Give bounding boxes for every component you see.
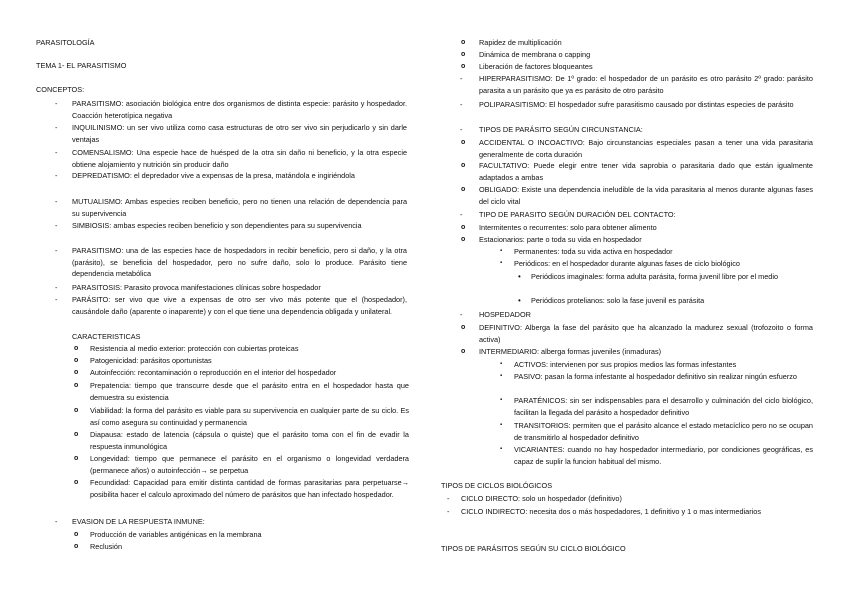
list-marker: o <box>461 162 466 169</box>
list-marker: ▪ <box>500 422 503 428</box>
circumstance-item: ACCIDENTAL O INCOACTIVO: Bajo circunstancias especiales pasan a tener una vida parasitaria generalmente de corta duración <box>479 138 813 159</box>
list-marker: o <box>74 407 79 414</box>
list-marker: ▪ <box>500 397 503 403</box>
list-marker: o <box>74 345 79 352</box>
list-marker: - <box>460 100 463 109</box>
list-marker: o <box>74 479 79 486</box>
list-marker: o <box>461 51 466 58</box>
topic-heading: TEMA 1- EL PARASITISMO <box>36 61 127 70</box>
list-marker: - <box>55 171 58 180</box>
concept-mutualismo: MUTUALISMO: Ambas especies reciben beneficio, pero no tienen una relación de dependencia para su supervivencia <box>72 197 407 218</box>
list-marker: o <box>461 236 466 243</box>
list-marker: - <box>447 507 450 516</box>
host-item: DEFINITIVO: Alberga la fase del parásito que ha alcanzado la madurez sexual (trofozoito o forma activa) <box>479 323 813 344</box>
document-title: PARASITOLOGÍA <box>36 38 95 47</box>
list-marker: - <box>55 148 58 157</box>
characteristic-item: Prepatencia: tiempo que transcurre desde que el parásito entra en el hospedador hasta que demuestra su existencia <box>90 381 409 402</box>
list-marker: o <box>74 431 79 438</box>
list-marker: o <box>461 224 466 231</box>
characteristic-item: Viabilidad: la forma del parásito es viable para su supervivencia en cualquier parte de su ciclo. Es así como asegura su continuidad y permanencia <box>90 406 409 427</box>
duration-item: Estacionarios: parte o toda su vida en hospedador <box>479 235 642 244</box>
concept-inquilinismo: INQUILINISMO: un ser vivo utiliza como casa estructuras de otro ser vivo sin perjudicarlo y sin darle ventajas <box>72 123 407 144</box>
list-marker: o <box>461 39 466 46</box>
list-marker: o <box>461 348 466 355</box>
concepts-heading: CONCEPTOS: <box>36 85 85 94</box>
list-marker: o <box>461 186 466 193</box>
final-heading: TIPOS DE PARÁSITOS SEGÚN SU CICLO BIOLÓGICO <box>441 544 626 553</box>
evasion-item: Rapidez de multiplicación <box>479 38 562 47</box>
list-marker: - <box>460 125 463 134</box>
concept-parasitismo-2: PARASITISMO: una de las especies hace de hospedadors in recibir beneficio, pero si daño, y la otra (parásito), se beneficia del hospedador, pero no sufre daño, solo lo produce. Parásito tiene dependencia metabólica <box>72 246 407 278</box>
duration-heading: TIPO DE PARASITO SEGÚN DURACIÓN DEL CONTACTO: <box>479 210 676 219</box>
concept-simbiosis: SIMBIOSIS: ambas especies reciben beneficio y son dependientes para su supervivencia <box>72 221 362 230</box>
cycle-item: CICLO INDIRECTO: necesita dos o más hospedadores, 1 definitivo y 1 o mas intermediarios <box>461 507 761 516</box>
characteristic-item: Fecundidad: Capacidad para emitir distinta cantidad de formas parasitarias para perpetuarse→ posibilita hacer el calculo aproximado del número de parásitos que han infectado hospedador. <box>90 478 409 499</box>
list-marker: ▪ <box>500 248 503 254</box>
list-marker: - <box>460 210 463 219</box>
characteristic-item: Diapausa: estado de latencia (cápsula o quiste) que el parásito toma con el fin de evadir la respuesta inmunológica <box>90 430 409 451</box>
list-marker: o <box>74 369 79 376</box>
list-marker: • <box>518 296 521 305</box>
concept-comensalismo: COMENSALISMO: Una especie hace de huésped de la otra sin daño ni beneficio, y la otra especie obtiene alojamiento y nutrición sin producir daño <box>72 148 407 169</box>
concept-depredatismo: DEPREDATISMO: el depredador vive a expensas de la presa, matándola e ingiriéndola <box>72 171 355 180</box>
evasion-item: Reclusión <box>90 542 123 551</box>
list-marker: o <box>74 357 79 364</box>
characteristic-item: Autoinfección: recontaminación o reproducción en el interior del hospedador <box>90 368 337 377</box>
list-marker: o <box>74 531 79 538</box>
host-heading: HOSPEDADOR <box>479 310 531 319</box>
characteristics-heading: CARACTERISTICAS <box>72 332 141 341</box>
list-marker: o <box>461 63 466 70</box>
list-marker: - <box>447 494 450 503</box>
duration-item: Intermitentes o recurrentes: solo para obtener alimento <box>479 223 657 232</box>
stationary-item: Periódicos: en el hospedador durante algunas fases de ciclo biológico <box>514 259 740 268</box>
cycles-heading: TIPOS DE CICLOS BIOLÓGICOS <box>441 481 553 490</box>
intermediary-item: VICARIANTES: cuando no hay hospedador intermediario, por condiciones geográficas, es capaz de suplir la funcion habitual del mismo. <box>514 445 813 466</box>
list-marker: o <box>461 324 466 331</box>
list-marker: ▪ <box>500 446 503 452</box>
list-marker: ▪ <box>500 361 503 367</box>
concept-parasito: PARÁSITO: ser vivo que vive a expensas de otro ser vivo más potente que el (hospedador), causándole daño (aparente o inaparente) y con el que tiene una dependencia obligada y unilateral. <box>72 295 407 316</box>
intermediary-item: PASIVO: pasan la forma infestante al hospedador definitivo sin realizar ningún esfuerzo <box>514 372 797 381</box>
host-item: INTERMEDIARIO: alberga formas juveniles (inmaduras) <box>479 347 662 356</box>
circumstance-item: OBLIGADO: Existe una dependencia ineludible de la vida parasitaria al menos durante algunas fases del ciclo vital <box>479 185 813 206</box>
list-marker: o <box>74 455 79 462</box>
list-marker: - <box>55 197 58 206</box>
characteristic-item: Longevidad: tiempo que permanece el parásito en el organismo o longevidad verdadera (permanece años) o autoinfección→ se perpetua <box>90 454 409 475</box>
list-marker: - <box>55 295 58 304</box>
list-marker: o <box>74 382 79 389</box>
circumstance-item: FACULTATIVO: Puede elegir entre tener vida saprobia o parasitaria dado que están igualmente adaptados a ambas <box>479 161 813 182</box>
concept-parasitosis: PARASITOSIS: Parasito provoca manifestaciones clínicas sobre hospedador <box>72 283 321 292</box>
list-marker: - <box>55 517 58 526</box>
list-marker: - <box>55 283 58 292</box>
concept-parasitismo: PARASITISMO: asociación biológica entre dos organismos de distinta especie: parásito y hospedador. Coacción heterotípica negativa <box>72 99 407 120</box>
characteristic-item: Resistencia al medio exterior: protección con cubiertas proteicas <box>90 344 299 353</box>
intermediary-item: ACTIVOS: intervienen por sus propios medios las formas infestantes <box>514 360 737 369</box>
evasion-item: Producción de variables antigénicas en la membrana <box>90 530 262 539</box>
evasion-item: Liberación de factores bloqueantes <box>479 62 593 71</box>
stationary-item: Permanentes: toda su vida activa en hospedador <box>514 247 673 256</box>
list-marker: - <box>460 74 463 83</box>
list-marker: • <box>518 272 521 281</box>
concept-poliparasitismo: POLIPARASITISMO: El hospedador sufre parasitismo causado por distintas especies de parásito <box>479 100 794 109</box>
list-marker: - <box>55 123 58 132</box>
list-marker: ▪ <box>500 260 503 266</box>
cycle-item: CICLO DIRECTO: solo un hospedador (definitivo) <box>461 494 622 503</box>
evasion-heading: EVASION DE LA RESPUESTA INMUNE: <box>72 517 205 526</box>
circumstance-heading: TIPOS DE PARÁSITO SEGÚN CIRCUNSTANCIA: <box>479 125 643 134</box>
intermediary-item: TRANSITORIOS: permiten que el parásito alcance el estado metacíclico pero no se ocupan de transmitirlo al hospedador definitivo <box>514 421 813 442</box>
list-marker: - <box>460 310 463 319</box>
list-marker: o <box>461 139 466 146</box>
list-marker: ▪ <box>500 373 503 379</box>
list-marker: - <box>55 99 58 108</box>
list-marker: - <box>55 246 58 255</box>
periodic-item: Periódicos protelianos: solo la fase juvenil es parásita <box>531 296 705 305</box>
characteristic-item: Patogenicidad: parásitos oportunistas <box>90 356 212 365</box>
concept-hiperparasitismo: HIPERPARASITISMO: De 1º grado: el hospedador de un parásito es otro parásito 2º grado: parásito parasita a un parásito que ya es parásito de otro parásito <box>479 74 813 95</box>
intermediary-item: PARATÉNICOS: sin ser indispensables para el desarrollo y culminación del ciclo biológico, facilitan la llegada del parásito a hospedador definitivo <box>514 396 813 417</box>
list-marker: o <box>74 543 79 550</box>
list-marker: - <box>55 221 58 230</box>
periodic-item: Periódicos imaginales: forma adulta parásita, forma juvenil libre por el medio <box>531 272 778 281</box>
evasion-item: Dinámica de membrana o capping <box>479 50 591 59</box>
